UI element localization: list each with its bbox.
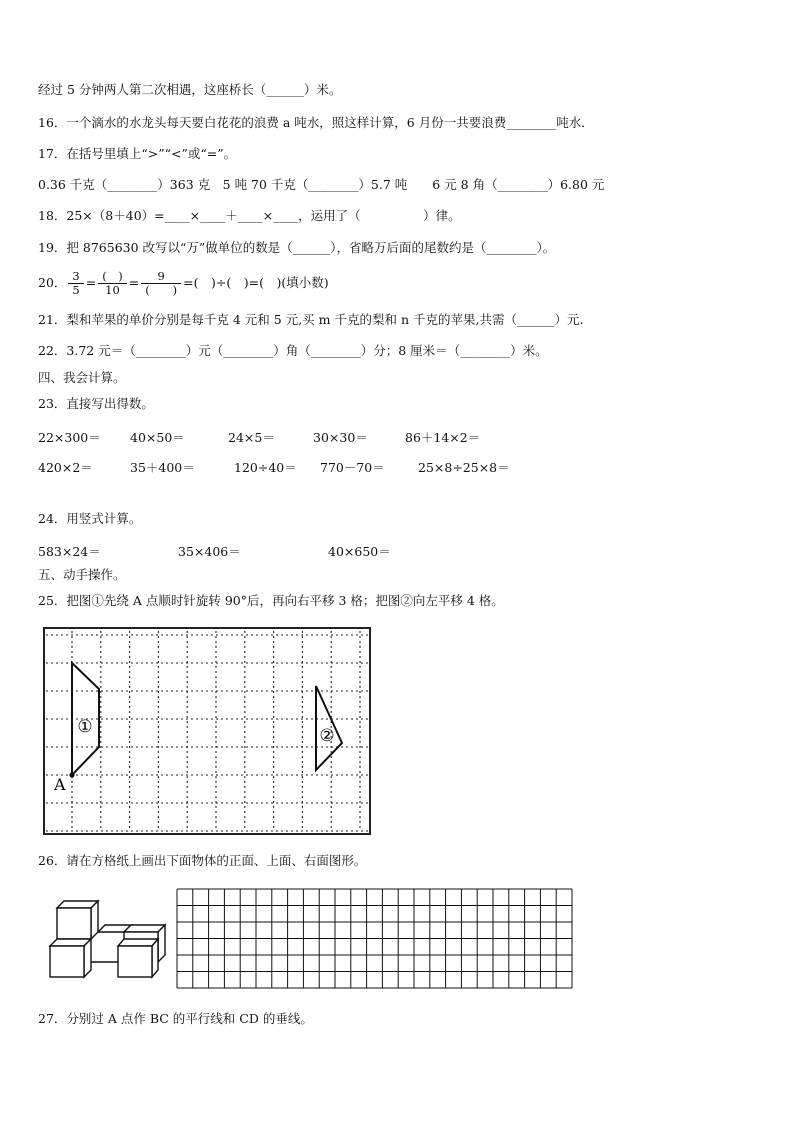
question-20: 20． $\frac{3}{5}$ = $\frac{( )}{10}$ = $\frac{9}{( )}$ =( )÷( )=( )(填小数) bbox=[38, 269, 329, 297]
cube-back-side bbox=[158, 925, 165, 962]
section-4-heading: 四、我会计算。 bbox=[38, 370, 126, 385]
calc23-r2-c1: 420×2＝ bbox=[38, 460, 93, 475]
calc23-r2-c5: 25×8÷25×8＝ bbox=[418, 460, 510, 475]
calc23-r1-c3: 24×5＝ bbox=[228, 430, 275, 445]
square-grid-paper bbox=[176, 887, 576, 991]
cube-bl-front bbox=[50, 946, 84, 977]
question-17-items: 0.36 千克（________）363 克 5 吨 70 千克（________）5.7 吨 6 元 8 角（________）6.80 元 bbox=[38, 177, 605, 192]
question-19: 19．把 8765630 改写以“万”做单位的数是（______），省略万后面的尾数约是（________）。 bbox=[38, 240, 556, 255]
fraction-3 bbox=[141, 270, 181, 297]
question-25: 25．把图①先绕 A 点顺时针旋转 90°后，再向右平移 3 格；把图②向左平移 4 格。 bbox=[38, 593, 504, 608]
question-22: 22．3.72 元＝（________）元（________）角（________）分；8 厘米＝（________）米。 bbox=[38, 343, 548, 358]
cube-top-side bbox=[91, 901, 98, 939]
calc23-r2-c4: 770－70＝ bbox=[320, 460, 385, 475]
cube-figure bbox=[44, 896, 174, 988]
section-5-heading: 五、动手操作。 bbox=[38, 567, 126, 582]
calc23-r1-c5: 86＋14×2＝ bbox=[405, 430, 481, 445]
calc23-r1-c1: 22×300＝ bbox=[38, 430, 101, 445]
fraction-1-denominator: 5 bbox=[72, 283, 80, 297]
question-20-suffix: =( )÷( )=( )(填小数) bbox=[183, 275, 329, 290]
fraction-3-numerator: 9 bbox=[141, 270, 181, 284]
cube-bl-side bbox=[84, 939, 91, 977]
question-18: 18．25×（8＋40）=____×____＋____×____，运用了（ ）律。 bbox=[38, 208, 461, 223]
calc24-c1: 583×24＝ bbox=[38, 544, 101, 559]
question-23: 23．直接写出得数。 bbox=[38, 396, 154, 411]
question-20-prefix: 20． bbox=[38, 275, 67, 290]
line-bridge: 经过 5 分钟两人第二次相遇，这座桥长（______）米。 bbox=[38, 82, 342, 97]
calc23-r1-c2: 40×50＝ bbox=[130, 430, 185, 445]
shape-1-label: ① bbox=[77, 717, 93, 737]
cube-top-front bbox=[57, 908, 91, 939]
fraction-1 bbox=[68, 270, 83, 297]
calc24-c2: 35×406＝ bbox=[178, 544, 241, 559]
question-26: 26．请在方格纸上画出下面物体的正面、上面、右面图形。 bbox=[38, 853, 367, 868]
question-21: 21．梨和苹果的单价分别是每千克 4 元和 5 元,买 m 千克的梨和 n 千克的苹果,共需（______）元. bbox=[38, 312, 584, 327]
shape-2-label: ② bbox=[319, 726, 335, 746]
point-a-label: A bbox=[54, 775, 66, 794]
point-a-dot bbox=[69, 772, 74, 777]
calc23-r2-c2: 35＋400＝ bbox=[130, 460, 195, 475]
fraction-1-numerator: 3 bbox=[68, 270, 83, 284]
cube-br-side bbox=[152, 939, 158, 977]
fraction-2-denominator: 10 bbox=[105, 283, 120, 297]
fraction-2 bbox=[98, 270, 126, 297]
calc24-c3: 40×650＝ bbox=[328, 544, 391, 559]
question-24: 24．用竖式计算。 bbox=[38, 511, 142, 526]
fraction-2-numerator: ( ) bbox=[98, 270, 126, 284]
question-16: 16．一个滴水的水龙头每天要白花花的浪费 a 吨水，照这样计算，6 月份一共要浪费________吨水． bbox=[38, 115, 594, 130]
calc23-r2-c3: 120÷40＝ bbox=[234, 460, 297, 475]
question-27: 27．分别过 A 点作 BC 的平行线和 CD 的垂线。 bbox=[38, 1011, 313, 1026]
figure-25-grid bbox=[40, 625, 376, 839]
calc23-r1-c4: 30×30＝ bbox=[313, 430, 368, 445]
fraction-3-denominator: ( ) bbox=[145, 283, 178, 297]
cube-br-front bbox=[118, 946, 152, 977]
question-17: 17．在括号里填上“>”“<”或“=”。 bbox=[38, 146, 237, 161]
